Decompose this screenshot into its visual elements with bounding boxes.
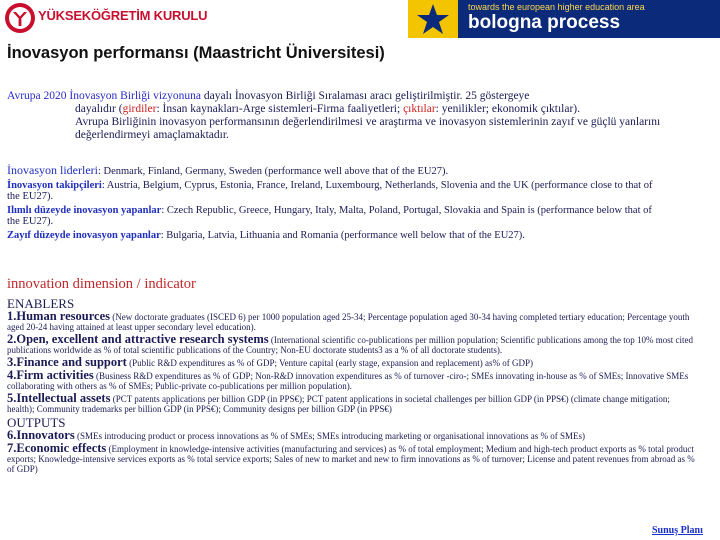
dimension-list bbox=[7, 297, 697, 476]
intro-text-3: : İnsan kaynakları-Arge sistemleri-Firma faaliyetleri; bbox=[156, 103, 404, 115]
group-item bbox=[7, 205, 657, 228]
yok-title: YÜKSEKÖĞRETİM KURULU bbox=[38, 8, 208, 23]
dimension-name: 7.Economic effects bbox=[7, 441, 107, 455]
dimension-name: 4.Firm activities bbox=[7, 368, 94, 382]
dimension-desc: (PCT patents applications per billion GDP (in PPS€); PCT patent applications in societal challenges per billion GDP (in PPS€) (climate change mitigation; health); Community trademarks per billion GDP (in PPS€); Community designs per billion GDP (in PPS€) bbox=[7, 394, 670, 414]
dimension-item bbox=[7, 443, 697, 474]
group-text: : Bulgaria, Latvia, Lithuania and Romania (performance well below that of the EU27). bbox=[160, 229, 525, 241]
bologna-logo-icon bbox=[408, 0, 458, 38]
yok-logo-icon bbox=[4, 2, 36, 34]
group-text: : Czech Republic, Greece, Hungary, Italy, Malta, Poland, Portugal, Slovakia and Spain is (performance below that of the EU27). bbox=[7, 204, 652, 227]
dimension-item bbox=[7, 357, 697, 368]
dimension-desc: (Employment in knowledge-intensive activities (manufacturing and services) as % of total employment; Medium and high-tech product exports as % total product exports; Knowledge-intensive services exports as % total service exports; Sales of new to market and new to firm innovations as % of turnover; License and patent revenues from abroad as % of GDP) bbox=[7, 444, 695, 474]
group-text: : Austria, Belgium, Cyprus, Estonia, France, Ireland, Luxembourg, Netherlands, Slovenia and the UK (performance close to that of the EU27). bbox=[7, 179, 653, 202]
bologna-title: bologna process bbox=[468, 12, 621, 33]
dimension-name: 6.Innovators bbox=[7, 428, 75, 442]
intro-paragraph-2: Avrupa Birliğinin inovasyon performansının değerlendirilmesi ve araştırma ve inovasyon sistemlerinin zayıf ve güçlü yanlarını değerlendirmeyi amaçlamaktadır. bbox=[75, 116, 661, 141]
dimension-item bbox=[7, 430, 697, 441]
group-item bbox=[7, 180, 657, 203]
dimension-name: 1.Human resources bbox=[7, 309, 111, 323]
group-label: İnovasyon liderleri bbox=[7, 163, 98, 177]
bologna-tagline: towards the european higher education area bbox=[468, 2, 645, 12]
intro-ciktilar: çıktılar bbox=[403, 103, 436, 115]
dimension-name: 3.Finance and support bbox=[7, 355, 127, 369]
dimension-desc: (New doctorate graduates (ISCED 6) per 1000 population aged 25-34; Percentage population aged 30-34 having completed tertiary education; Percentage youth aged 20-24 having attained at least upper secondary level education). bbox=[7, 312, 690, 332]
intro-vision: Avrupa 2020 İnovasyon Birliği vizyonuna bbox=[7, 90, 201, 102]
intro-girdiler: girdiler bbox=[122, 103, 157, 115]
dimension-item bbox=[7, 393, 697, 414]
intro-line-2 bbox=[7, 103, 687, 116]
performance-groups bbox=[7, 165, 657, 243]
dimension-item bbox=[7, 370, 697, 391]
group-label: Zayıf düzeyde inovasyon yapanlar bbox=[7, 229, 161, 241]
page-title: İnovasyon performansı (Maastricht Üniversitesi) bbox=[7, 44, 385, 62]
header bbox=[0, 0, 720, 40]
bologna-banner bbox=[408, 0, 720, 38]
dimension-item bbox=[7, 311, 697, 332]
group-label: İnovasyon takipçileri bbox=[7, 179, 102, 191]
group-item bbox=[7, 165, 657, 178]
dimension-name: 5.Intellectual assets bbox=[7, 391, 111, 405]
dimension-desc: (International scientific co-publications per million population; Scientific publications among the top 10% most cited publications worldwide as % of total scientific publications of the Country; Non-EU doctorate students3 as a % of all doctorate students). bbox=[7, 335, 694, 355]
section-enablers: ENABLERS bbox=[7, 296, 75, 311]
sunus-plani-link[interactable]: Sunuş Planı bbox=[652, 525, 703, 536]
section-outputs: OUTPUTS bbox=[7, 415, 66, 430]
indicator-heading: innovation dimension / indicator bbox=[7, 276, 196, 292]
dimension-name: 2.Open, excellent and attractive research systems bbox=[7, 332, 269, 346]
dimension-item bbox=[7, 334, 697, 355]
intro-text-2: dayalıdır ( bbox=[75, 103, 123, 115]
group-label: Ilımlı düzeyde inovasyon yapanlar bbox=[7, 204, 162, 216]
dimension-desc: (Business R&D expenditures as % of GDP; Non-R&D innovation expenditures as % of turnover -ciro-; SMEs innovating in-house as % of SMEs; Innovative SMEs collaborating with others as % of SMEs; Public-private co-publications per million population). bbox=[7, 371, 689, 391]
dimension-desc: (SMEs introducing product or process innovations as % of SMEs; SMEs introducing marketing or organisational innovations as % of SMEs) bbox=[74, 431, 585, 441]
intro-text-1: dayalı İnovasyon Birliği Sıralaması aracı geliştirilmiştir. 25 göstergeye bbox=[200, 90, 530, 102]
intro-paragraph bbox=[7, 90, 687, 142]
group-item bbox=[7, 230, 657, 242]
dimension-desc: (Public R&D expenditures as % of GDP; Venture capital (early stage, expansion and replacement) as% of GDP) bbox=[126, 358, 534, 368]
group-text: : Denmark, Finland, Germany, Sweden (performance well above that of the EU27). bbox=[97, 166, 449, 177]
intro-text-4: : yenilikler; ekonomik çıktılar). bbox=[435, 103, 581, 115]
